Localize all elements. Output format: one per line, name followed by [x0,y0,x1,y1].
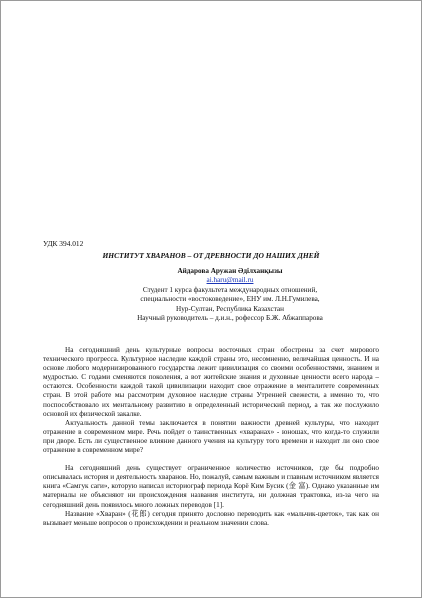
article-title: ИНСТИТУТ ХВАРАНОВ – ОТ ДРЕВНОСТИ ДО НАШИХ ДНЕЙ [102,251,320,260]
body-paragraph-2: Актуальность данной темы заключается в понятии важности древней культуры, что находит отражение в современном мире. Речь пойдет о таинственных «хваранах» - юношах, что когда-то служили при дворе. Есть ли существенное влияние данного учения на культуру того времени и находит ли оно свое отражение в современном мире? [43,418,379,455]
article-body [43,337,379,528]
author-affiliation-line-2: специальности «востоковедение», ЕНУ им. Л.Н.Гумилева, [140,295,320,304]
body-paragraph-4: Название «Хваран» (花郎) сегодня принято дословно переводить как «мальчик-цветок», так как он вызывает меньше вопросов о происхождении и реальном значении слова. [43,509,379,527]
author-block [61,267,399,323]
body-paragraph-1: На сегодняшний день культурные вопросы восточных стран обострены за счет мирового технического прогресса. Культурное наследие каждой страны это, несомненно, величайшая ценность. И на основе любого модернизированного государства лежит цивилизация со своими особенностями, знанием и мудростью. С годами сменяются поколения, а вот житейские знания и духовные ценности всего народа – остаются. Особенности каждой такой цивилизации находит свое отражение в менталитете современных стран. В этой работе мы рассмотрим духовное наследие страны Утренней свежести, а именно то, что поспособствовало их ментальному развитию в определенный исторический период, а так же послужило основой их физической закалке. [43,346,379,418]
author-location: Нур-Султан, Республика Казахстан [176,304,284,313]
author-name: Айдарова Аружан Әділханқызы [177,267,283,275]
udk-code: УДК 394.012 [43,239,84,248]
scientific-supervisor: Научный руководитель – д.и.н., рофессор Б.Ж. Абжаппарова [137,314,323,323]
author-affiliation-line-1: Студент 1 курса факультета международных отношений, [142,285,318,294]
body-paragraph-3: На сегодняшний день существует ограниченное количество источников, где бы подробно описывалась история и деятельность хваранов. Но, пожалуй, самым важным и главным источником является книга «Самгук саги», которую написал историограф периода Корё Ким Бусик (金 富). Однако указанные им материалы не объясняют ни происхождения названия института, ни должная трактовка, из-за чего на сегодняшний день появилось много ложных переводов [1]. [43,464,379,509]
author-email-link[interactable]: ai.haru@mail.ru [206,276,254,285]
